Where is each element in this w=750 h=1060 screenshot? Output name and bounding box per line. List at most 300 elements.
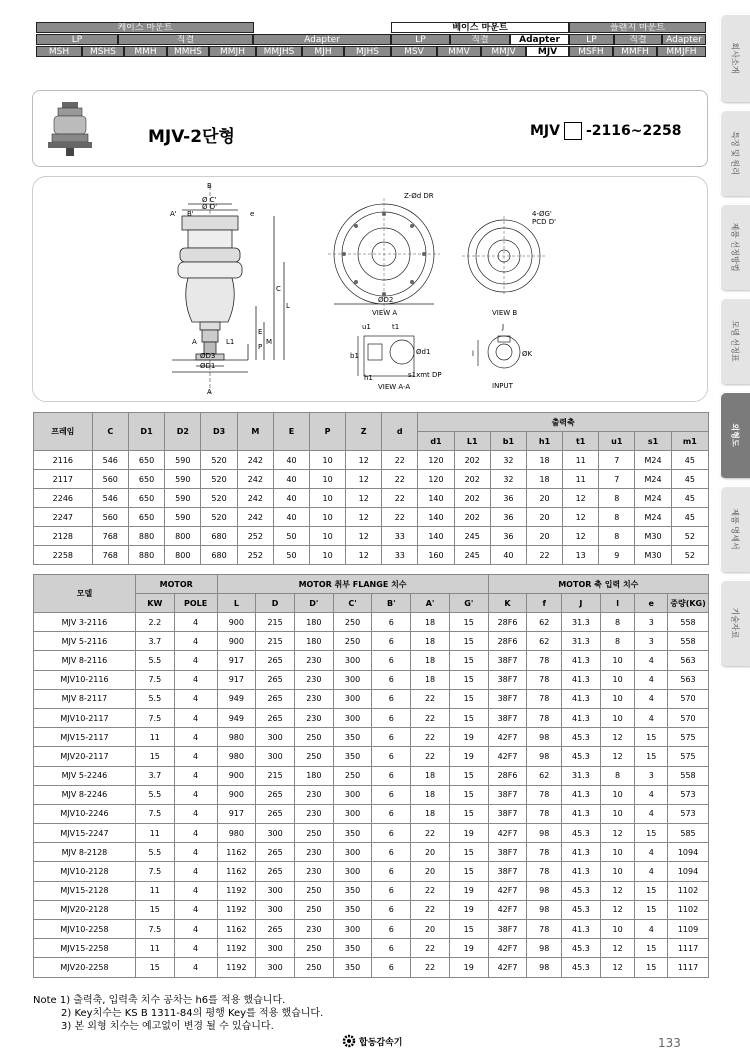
table-cell: 28F6 — [488, 613, 527, 632]
table-cell: 350 — [333, 881, 372, 900]
table-cell: 250 — [294, 881, 333, 900]
table-cell: 15 — [449, 613, 488, 632]
table-cell: 12 — [346, 527, 382, 546]
table-cell: 900 — [217, 613, 256, 632]
table-row — [34, 546, 709, 565]
table-cell: 4 — [174, 843, 217, 862]
table-cell: 11 — [563, 470, 599, 489]
table-cell: 19 — [449, 747, 488, 766]
table-cell: 10 — [600, 670, 635, 689]
table-cell: 300 — [333, 670, 372, 689]
table-cell: 2258 — [34, 546, 93, 565]
table-cell: MJV10-2258 — [34, 920, 136, 939]
table-cell: 650 — [128, 508, 164, 527]
table-cell: 350 — [333, 747, 372, 766]
table-cell: 20 — [411, 843, 450, 862]
category-tab[interactable]: MMV — [437, 46, 481, 57]
table-cell: MJV 3-2116 — [34, 613, 136, 632]
table-cell: 520 — [201, 508, 237, 527]
table-cell: 300 — [333, 651, 372, 670]
table-cell: 242 — [237, 470, 273, 489]
table-cell: 10 — [600, 862, 635, 881]
table-cell: 980 — [217, 747, 256, 766]
table1-header: E — [273, 413, 309, 451]
table-cell: 680 — [201, 527, 237, 546]
table-cell: 300 — [256, 881, 295, 900]
table-cell: 41.3 — [562, 920, 601, 939]
category-tab[interactable]: 케이스 마운트 — [36, 22, 254, 33]
table-cell: 45.3 — [562, 881, 601, 900]
table-cell: 31.3 — [562, 632, 601, 651]
table-cell: 250 — [294, 900, 333, 919]
table-cell: 6 — [372, 613, 411, 632]
table-row — [34, 843, 709, 862]
table-cell: 33 — [382, 527, 418, 546]
table-cell: 22 — [382, 451, 418, 470]
table-cell: 38F7 — [488, 708, 527, 727]
table-cell: 22 — [411, 708, 450, 727]
table1-header: Z — [346, 413, 382, 451]
category-tab[interactable]: 플랜지 마운트 — [569, 22, 706, 33]
table-cell: 560 — [92, 508, 128, 527]
table-cell: 265 — [256, 785, 295, 804]
table-cell: 10 — [600, 651, 635, 670]
table-cell: 230 — [294, 785, 333, 804]
table-cell: 4 — [174, 670, 217, 689]
table2-header: e — [635, 594, 668, 613]
table-cell: 573 — [668, 804, 709, 823]
table-row — [34, 632, 709, 651]
table-cell: 2116 — [34, 451, 93, 470]
category-tab[interactable]: MSHS — [82, 46, 124, 57]
table-cell: 6 — [372, 804, 411, 823]
table-cell: 265 — [256, 804, 295, 823]
table-cell: 20 — [527, 527, 563, 546]
table-cell: 350 — [333, 958, 372, 977]
table-cell: 265 — [256, 670, 295, 689]
table-cell: 6 — [372, 708, 411, 727]
table-cell: 10 — [310, 489, 346, 508]
table-cell: 12 — [346, 451, 382, 470]
table-cell: 42F7 — [488, 939, 527, 958]
table-cell: 949 — [217, 708, 256, 727]
table-cell: 215 — [256, 766, 295, 785]
label-P: P — [258, 343, 263, 351]
table-cell: 42F7 — [488, 958, 527, 977]
table-cell: 41.3 — [562, 689, 601, 708]
table-cell: 15 — [449, 632, 488, 651]
label-phiD2: ØD2 — [378, 296, 394, 304]
side-tab[interactable] — [720, 580, 750, 666]
table1-header: 프레임 — [34, 413, 93, 451]
category-tab[interactable]: MMHS — [167, 46, 209, 57]
table-cell: 245 — [454, 546, 490, 565]
label-B: B — [207, 182, 212, 190]
table-cell: M30 — [635, 527, 671, 546]
category-tab[interactable]: MMJV — [481, 46, 526, 57]
table-cell: 15 — [449, 920, 488, 939]
table-cell: 31.3 — [562, 613, 601, 632]
table-row — [34, 881, 709, 900]
table2-header: G' — [449, 594, 488, 613]
table-cell: 78 — [527, 651, 562, 670]
table-cell: 19 — [449, 824, 488, 843]
category-row-type — [36, 34, 706, 46]
table-cell: 22 — [411, 824, 450, 843]
table-cell: 15 — [635, 939, 668, 958]
table-cell: 250 — [294, 939, 333, 958]
label-Bprime: B' — [187, 210, 194, 218]
table-cell: 4 — [174, 824, 217, 843]
table-cell: 917 — [217, 651, 256, 670]
table-cell: 6 — [372, 900, 411, 919]
table-cell: 4 — [174, 708, 217, 727]
table-cell: 98 — [527, 958, 562, 977]
gearbox-thumbnail-icon — [46, 100, 94, 158]
category-tab[interactable]: Adapter — [510, 34, 569, 45]
table-cell: 2.2 — [135, 613, 174, 632]
category-tab[interactable]: MMH — [124, 46, 167, 57]
table-cell: 36 — [490, 489, 526, 508]
table-cell: 12 — [600, 881, 635, 900]
table-cell: 2246 — [34, 489, 93, 508]
table-cell: 2128 — [34, 527, 93, 546]
table2-header: K — [488, 594, 527, 613]
table-cell: 12 — [346, 508, 382, 527]
table-cell: 31.3 — [562, 766, 601, 785]
model-prefix: MJV — [530, 123, 560, 139]
category-tab[interactable]: MJH — [302, 46, 344, 57]
table-cell: 11 — [135, 881, 174, 900]
category-tab[interactable]: MMJH — [209, 46, 256, 57]
table-cell: 45 — [671, 508, 708, 527]
table-cell: 32 — [490, 470, 526, 489]
table-cell: 300 — [256, 747, 295, 766]
category-row-mount — [36, 22, 706, 34]
category-tab[interactable]: 직결 — [118, 34, 253, 45]
table-cell: 41.3 — [562, 804, 601, 823]
table-cell: 215 — [256, 632, 295, 651]
table-cell: 10 — [600, 689, 635, 708]
label-s1: s1xmt DP — [408, 371, 442, 379]
table-cell: 6 — [372, 632, 411, 651]
table-cell: 15 — [449, 862, 488, 881]
label-L1: L1 — [226, 338, 235, 346]
table-cell: MJV15-2258 — [34, 939, 136, 958]
table-row — [34, 900, 709, 919]
table-cell: 917 — [217, 670, 256, 689]
table-row — [34, 489, 709, 508]
table-cell: 6 — [372, 939, 411, 958]
table-cell: 3 — [635, 613, 668, 632]
label-phiD3: ØD3 — [200, 352, 216, 360]
table-cell: 15 — [135, 900, 174, 919]
table-cell: 41.3 — [562, 708, 601, 727]
table-cell: 98 — [527, 939, 562, 958]
side-tab[interactable] — [720, 14, 750, 102]
table-cell: 250 — [294, 747, 333, 766]
table-cell: 45.3 — [562, 958, 601, 977]
table2-header: MOTOR 축 입력 치수 — [488, 575, 708, 594]
table-cell: 41.3 — [562, 651, 601, 670]
table-cell: 6 — [372, 785, 411, 804]
table-cell: 800 — [165, 546, 201, 565]
side-tab[interactable] — [720, 110, 750, 196]
table-cell: 12 — [600, 747, 635, 766]
table-cell: 4 — [635, 862, 668, 881]
table-cell: 18 — [411, 804, 450, 823]
table-cell: 19 — [449, 900, 488, 919]
table-cell: 18 — [411, 651, 450, 670]
page-title: MJV-2단형 — [148, 127, 235, 147]
table-cell: 42F7 — [488, 900, 527, 919]
table2-header: A' — [411, 594, 450, 613]
table-cell: 38F7 — [488, 785, 527, 804]
table-cell: 300 — [256, 958, 295, 977]
side-tab-label: 외형도 — [730, 423, 740, 447]
table-cell: 1192 — [217, 900, 256, 919]
table-cell: 120 — [418, 470, 454, 489]
table-cell: 9 — [599, 546, 635, 565]
category-tab[interactable]: Adapter — [662, 34, 706, 45]
category-tab[interactable]: MMJHS — [256, 46, 302, 57]
table1-header: D3 — [201, 413, 237, 451]
table-cell: 180 — [294, 632, 333, 651]
table2-header: B' — [372, 594, 411, 613]
table-cell: 4 — [174, 689, 217, 708]
table-cell: 230 — [294, 804, 333, 823]
table-cell: 18 — [411, 613, 450, 632]
table-cell: 22 — [411, 728, 450, 747]
table-cell: 12 — [600, 900, 635, 919]
table-cell: 4 — [174, 958, 217, 977]
table-cell: 6 — [372, 958, 411, 977]
dimension-drawing — [32, 176, 708, 402]
table1-subheader: h1 — [527, 432, 563, 451]
table-cell: 45.3 — [562, 747, 601, 766]
table-row — [34, 451, 709, 470]
table-row — [34, 651, 709, 670]
table-cell: 4 — [635, 670, 668, 689]
table-cell: 40 — [273, 508, 309, 527]
category-tab[interactable]: Adapter — [253, 34, 391, 45]
table-cell: 949 — [217, 689, 256, 708]
side-tab-label: 회사소개 — [730, 42, 740, 74]
table-cell: 252 — [237, 546, 273, 565]
table-cell: 98 — [527, 728, 562, 747]
table-cell: 4 — [635, 920, 668, 939]
table-cell: 250 — [333, 766, 372, 785]
table-cell: 19 — [449, 958, 488, 977]
table-cell: 2117 — [34, 470, 93, 489]
table-cell: 980 — [217, 824, 256, 843]
table-cell: MJV15-2247 — [34, 824, 136, 843]
table-cell: 1162 — [217, 920, 256, 939]
side-tab[interactable] — [720, 392, 750, 478]
table-cell: 19 — [449, 939, 488, 958]
table2-header: D — [256, 594, 295, 613]
table-cell: 15 — [449, 708, 488, 727]
category-tab[interactable]: MSH — [36, 46, 82, 57]
table-cell: MJV10-2116 — [34, 670, 136, 689]
table-row — [34, 804, 709, 823]
table-cell: 5.5 — [135, 651, 174, 670]
table-cell: M24 — [635, 489, 671, 508]
table-row — [34, 508, 709, 527]
table-cell: 12 — [346, 546, 382, 565]
table-cell: 230 — [294, 862, 333, 881]
table-cell: 22 — [411, 689, 450, 708]
label-E: E — [258, 328, 263, 336]
gear-logo-icon — [342, 1034, 356, 1048]
table-cell: 880 — [128, 546, 164, 565]
table-cell: 250 — [294, 958, 333, 977]
label-g4: 4-ØG' — [532, 210, 552, 218]
table-cell: 590 — [165, 508, 201, 527]
table-cell: 10 — [600, 785, 635, 804]
table-cell: 350 — [333, 728, 372, 747]
table1-subheader: s1 — [635, 432, 671, 451]
table-cell: 78 — [527, 920, 562, 939]
side-tab-label: 특징 및 원리 — [730, 131, 740, 175]
table-cell: 38F7 — [488, 689, 527, 708]
table-cell: 573 — [668, 785, 709, 804]
table-cell: 252 — [237, 527, 273, 546]
table-cell: 558 — [668, 632, 709, 651]
label-u1: u1 — [362, 323, 371, 331]
table-cell: 560 — [92, 470, 128, 489]
table-cell: 4 — [635, 651, 668, 670]
table-cell: 4 — [174, 651, 217, 670]
table-cell: 300 — [333, 785, 372, 804]
label-C: C — [276, 285, 281, 293]
table-cell: 4 — [635, 804, 668, 823]
table1-subheader: b1 — [490, 432, 526, 451]
table-row — [34, 824, 709, 843]
table-cell: 38F7 — [488, 843, 527, 862]
table-cell: 62 — [527, 766, 562, 785]
category-tab[interactable]: 베이스 마운트 — [391, 22, 569, 33]
category-tab[interactable]: 직결 — [614, 34, 662, 45]
table-cell: 180 — [294, 766, 333, 785]
table-cell: 590 — [165, 489, 201, 508]
table-cell: 15 — [135, 747, 174, 766]
table-cell: 6 — [372, 920, 411, 939]
table-cell: 250 — [333, 632, 372, 651]
table-cell: 12 — [600, 728, 635, 747]
table-cell: 558 — [668, 766, 709, 785]
table-cell: 11 — [563, 451, 599, 470]
table-cell: 300 — [333, 708, 372, 727]
table-cell: 300 — [256, 900, 295, 919]
table-cell: 558 — [668, 613, 709, 632]
table-cell: 52 — [671, 546, 708, 565]
table-cell: 6 — [372, 862, 411, 881]
table-cell: 265 — [256, 920, 295, 939]
table-row — [34, 689, 709, 708]
category-tab[interactable]: MJV — [526, 46, 569, 57]
table-cell: 10 — [310, 527, 346, 546]
table-cell: 15 — [635, 881, 668, 900]
table-cell: MJV 8-2116 — [34, 651, 136, 670]
table-cell: 12 — [563, 508, 599, 527]
category-tab[interactable]: MMJFH — [657, 46, 706, 57]
side-tab[interactable] — [720, 204, 750, 290]
side-tab[interactable] — [720, 298, 750, 384]
category-row-model — [36, 46, 706, 58]
table-cell: 980 — [217, 728, 256, 747]
table-cell: 300 — [333, 689, 372, 708]
table-cell: 230 — [294, 920, 333, 939]
table-cell: 13 — [563, 546, 599, 565]
table-cell: 42F7 — [488, 747, 527, 766]
category-tab[interactable]: LP — [36, 34, 118, 45]
category-tab[interactable]: 직결 — [450, 34, 510, 45]
table-cell: 98 — [527, 881, 562, 900]
table-cell: 10 — [600, 920, 635, 939]
table-cell: 650 — [128, 451, 164, 470]
table-cell: MJV 8-2246 — [34, 785, 136, 804]
table-cell: 265 — [256, 651, 295, 670]
table-cell: 6 — [372, 689, 411, 708]
label-A-shaft: A — [192, 338, 197, 346]
table1-header: M — [237, 413, 273, 451]
category-tab[interactable]: MJHS — [344, 46, 391, 57]
category-tab[interactable]: MMFH — [613, 46, 657, 57]
table-row — [34, 747, 709, 766]
table-cell: 22 — [382, 489, 418, 508]
table-cell: 265 — [256, 843, 295, 862]
table-cell: 590 — [165, 451, 201, 470]
label-view-b: VIEW B — [492, 309, 518, 317]
category-tab[interactable]: LP — [569, 34, 614, 45]
table-cell: 230 — [294, 843, 333, 862]
table-cell: 38F7 — [488, 862, 527, 881]
table-cell: 38F7 — [488, 670, 527, 689]
table-cell: M24 — [635, 508, 671, 527]
table-row — [34, 613, 709, 632]
table-cell: 6 — [372, 728, 411, 747]
table-cell: 10 — [600, 843, 635, 862]
category-tab[interactable]: MSFH — [569, 46, 613, 57]
table-cell: MJV15-2128 — [34, 881, 136, 900]
category-tab[interactable]: LP — [391, 34, 450, 45]
table-cell: 20 — [411, 862, 450, 881]
table-cell: 18 — [411, 766, 450, 785]
table-cell: 19 — [449, 881, 488, 900]
table-cell: 1102 — [668, 881, 709, 900]
table-cell: 3.7 — [135, 766, 174, 785]
table-cell: 245 — [454, 527, 490, 546]
side-tab[interactable] — [720, 486, 750, 572]
table-cell: 6 — [372, 747, 411, 766]
table-cell: MJV 8-2117 — [34, 689, 136, 708]
table-cell: 8 — [599, 527, 635, 546]
table-cell: 4 — [174, 785, 217, 804]
table-cell: 32 — [490, 451, 526, 470]
table-cell: 1117 — [668, 958, 709, 977]
table-cell: 4 — [174, 747, 217, 766]
table-cell: MJV20-2128 — [34, 900, 136, 919]
table-cell: 18 — [411, 632, 450, 651]
note-1: Note 1) 출력축, 입력축 치수 공차는 h6를 적용 했습니다. — [33, 995, 286, 1006]
table-cell: 78 — [527, 708, 562, 727]
table2-header: 중량(KG) — [668, 594, 709, 613]
table-cell: 22 — [382, 508, 418, 527]
category-tab[interactable]: MSV — [391, 46, 437, 57]
table-cell: 7.5 — [135, 862, 174, 881]
table2-header: KW — [135, 594, 174, 613]
